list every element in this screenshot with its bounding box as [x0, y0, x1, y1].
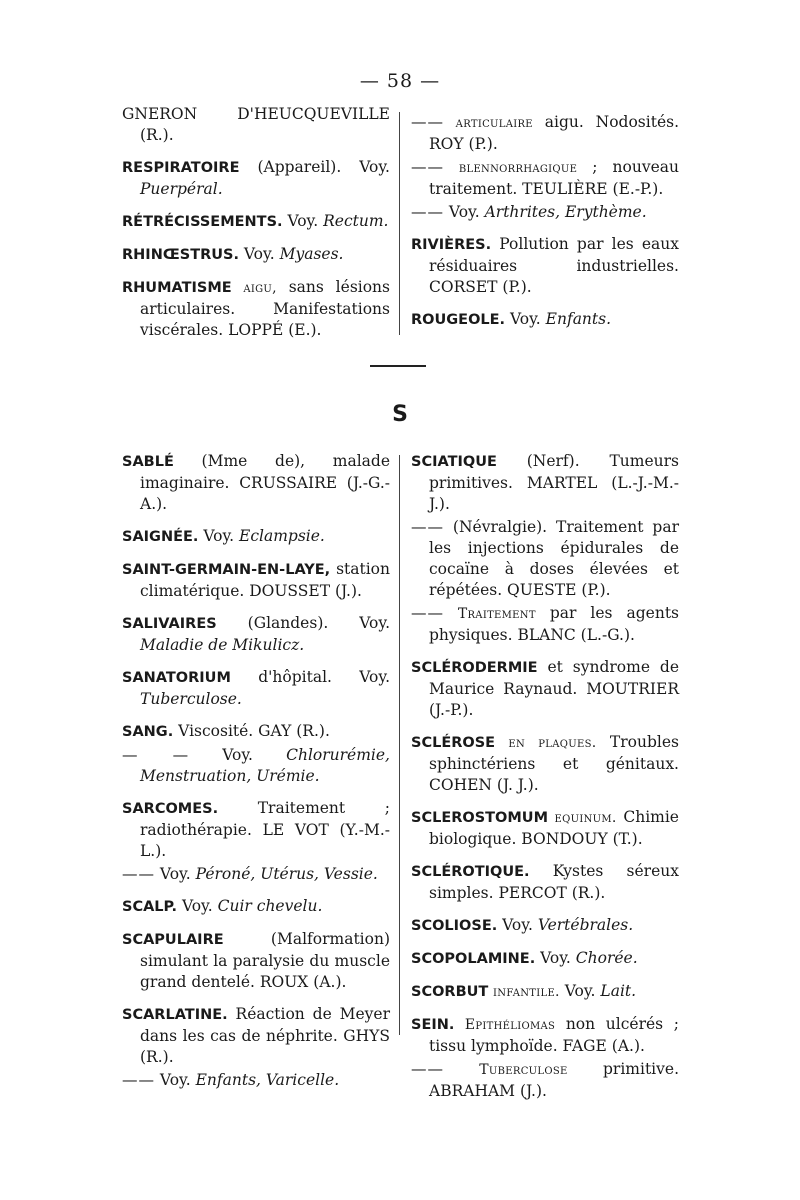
- entry-subheading: Epithéliomas: [454, 1017, 556, 1033]
- entry-heading: SANATORIUM: [122, 670, 231, 686]
- entry-heading: SALIVAIRES: [122, 616, 217, 632]
- entry-dash: ——: [411, 113, 444, 131]
- entry-crossref: Péroné, Utérus, Vessie.: [195, 865, 378, 883]
- entry-text: non ulcérés ; tissu lymphoïde. FAGE (A.).: [429, 1015, 679, 1055]
- index-entry: [122, 104, 390, 146]
- index-entry: [411, 202, 679, 223]
- entry-dash: ——: [411, 1060, 444, 1078]
- entry-crossref: Arthrites, Erythème.: [484, 203, 647, 221]
- index-entry: [411, 732, 679, 796]
- entry-crossref: Myases.: [279, 245, 344, 263]
- index-entry: [411, 807, 679, 850]
- index-entry: [122, 559, 390, 602]
- entry-text: Voy.: [155, 1071, 196, 1089]
- entry-text: Voy.: [155, 865, 196, 883]
- entry-text: Voy.: [198, 527, 240, 545]
- entry-subheading: infantile.: [488, 984, 560, 1000]
- entry-text: sans lésions articulaires. Manifestations viscérales. LOPPÉ (E.).: [140, 278, 390, 339]
- lower-right-column: [411, 451, 679, 1113]
- entry-text: Voy.: [497, 916, 538, 934]
- entry-text: Voy.: [505, 310, 546, 328]
- entry-heading: SANG.: [122, 724, 174, 740]
- entry-heading: SCARLATINE.: [122, 1007, 228, 1023]
- entry-heading: SABLÉ: [122, 454, 174, 470]
- index-entry: [122, 277, 390, 341]
- index-entry: [122, 929, 390, 993]
- entry-crossref: Cuir chevelu.: [217, 897, 323, 915]
- entry-text: Chimie biologique. BONDOUY (T.).: [429, 808, 679, 848]
- entry-crossref: Chlorurémie, Menstruation, Urémie.: [140, 746, 390, 785]
- index-entry: [122, 1004, 390, 1068]
- entry-crossref: Maladie de Mikulicz.: [140, 636, 305, 654]
- entry-heading: SCLEROSTOMUM: [411, 810, 549, 826]
- entry-text: Troubles sphinctériens et génitaux. COHEN (J. J.).: [429, 733, 679, 794]
- entry-text: GNERON D'HEUCQUEVILLE (R.).: [122, 105, 390, 144]
- column-divider: [399, 455, 400, 1035]
- entry-text: Traitement ; radiothérapie. LE VOT (Y.-M.-L.).: [140, 799, 390, 860]
- index-entry: [122, 745, 390, 787]
- entry-text: Voy.: [177, 897, 218, 915]
- entry-heading: SCORBUT: [411, 984, 489, 1000]
- index-entry: [411, 1014, 679, 1057]
- index-entry: [122, 896, 390, 918]
- index-entry: [411, 112, 679, 155]
- entry-text: Viscosité. GAY (R.).: [173, 722, 330, 740]
- index-entry: [411, 451, 679, 515]
- entry-subheading: articulaire: [444, 115, 533, 131]
- index-entry: [122, 157, 390, 200]
- lower-left-column: [122, 451, 390, 1102]
- entry-text: Voy.: [238, 245, 280, 263]
- entry-text: Voy.: [559, 982, 601, 1000]
- entry-dash: — —: [122, 746, 190, 764]
- entry-dash: ——: [411, 604, 444, 622]
- index-entry: [411, 517, 679, 601]
- entry-crossref: Chorée.: [575, 949, 638, 967]
- entry-text: Voy.: [535, 949, 576, 967]
- entry-crossref: Lait.: [600, 982, 637, 1000]
- entry-crossref: Rectum.: [323, 212, 389, 230]
- entry-heading: RHUMATISME: [122, 280, 232, 296]
- index-entry: [411, 948, 679, 970]
- entry-text: (Malformation) simulant la paralysie du muscle grand dentelé. ROUX (A.).: [140, 930, 390, 991]
- index-entry: [122, 798, 390, 862]
- entry-text: Kystes séreux simples. PERCOT (R.).: [429, 862, 679, 902]
- entry-crossref: Puerpéral.: [140, 180, 223, 198]
- entry-text: Voy.: [282, 212, 324, 230]
- entry-text: (Glandes). Voy.: [216, 614, 390, 632]
- section-letter: S: [392, 402, 408, 427]
- entry-text: primitive. ABRAHAM (J.).: [429, 1060, 679, 1100]
- entry-text: Pollution par les eaux résiduaires industrielles. CORSET (P.).: [429, 235, 679, 296]
- entry-heading: SCOPOLAMINE.: [411, 951, 536, 967]
- entry-heading: SARCOMES.: [122, 801, 219, 817]
- entry-dash: ——: [411, 158, 444, 176]
- entry-dash: ——: [122, 865, 155, 883]
- entry-subheading: Traitement: [444, 606, 536, 622]
- entry-text: Voy.: [189, 746, 287, 764]
- entry-subheading: blennorrhagique: [444, 160, 578, 176]
- entry-crossref: Vertébrales.: [537, 916, 634, 934]
- entry-crossref: Enfants, Varicelle.: [195, 1071, 340, 1089]
- entry-heading: ROUGEOLE.: [411, 312, 506, 328]
- index-entry: [122, 864, 390, 885]
- entry-dash: ——: [122, 1071, 155, 1089]
- entry-subheading: Tuberculose: [444, 1062, 568, 1078]
- entry-heading: SAIGNÉE.: [122, 529, 199, 545]
- entry-text: Voy.: [444, 203, 485, 221]
- entry-heading: RIVIÈRES.: [411, 237, 492, 253]
- index-entry: [411, 603, 679, 646]
- index-entry: [122, 451, 390, 515]
- entry-heading: SCAPULAIRE: [122, 932, 224, 948]
- entry-text: (Appareil). Voy.: [239, 158, 390, 176]
- entry-text: et syndrome de Maurice Raynaud. MOUTRIER (J.-P.).: [429, 658, 679, 719]
- index-entry: [122, 667, 390, 710]
- entry-text: station climatérique. DOUSSET (J.).: [140, 560, 390, 600]
- entry-text: (Nerf). Tumeurs primitives. MARTEL (L.-J.-M.-J.).: [429, 452, 679, 513]
- entry-dash: ——: [411, 518, 444, 536]
- entry-text: ; nouveau traitement. TEULIÈRE (E.-P.).: [429, 158, 680, 198]
- index-entry: [411, 309, 679, 331]
- index-entry: [411, 861, 679, 904]
- entry-subheading: equinum.: [548, 810, 617, 826]
- section-rule: [370, 365, 426, 367]
- index-entry: [122, 526, 390, 548]
- entry-text: par les agents physiques. BLANC (L.-G.).: [429, 604, 679, 644]
- index-entry: [411, 1059, 679, 1102]
- index-entry: [411, 234, 679, 298]
- entry-text: Réaction de Meyer dans les cas de néphrite. GHYS (R.).: [140, 1005, 390, 1066]
- entry-heading: RÉTRÉCISSEMENTS.: [122, 214, 283, 230]
- entry-heading: SCIATIQUE: [411, 454, 497, 470]
- entry-heading: SEIN.: [411, 1017, 455, 1033]
- entry-heading: SCLÉROSE: [411, 735, 496, 751]
- column-divider: [399, 112, 400, 335]
- entry-heading: SCLÉRODERMIE: [411, 660, 538, 676]
- entry-subheading: en plaques.: [495, 735, 597, 751]
- upper-left-column: [122, 104, 390, 352]
- index-entry: [122, 244, 390, 266]
- entry-heading: SCALP.: [122, 899, 178, 915]
- index-entry: [411, 981, 679, 1003]
- entry-crossref: Enfants.: [545, 310, 612, 328]
- entry-text: aigu. Nodosités. ROY (P.).: [429, 113, 679, 153]
- entry-dash: ——: [411, 203, 444, 221]
- entry-crossref: Tuberculose.: [140, 690, 242, 708]
- upper-right-column: [411, 112, 679, 342]
- page-number: — 58 —: [359, 70, 441, 92]
- entry-subheading: aigu,: [231, 280, 277, 296]
- index-entry: [122, 721, 390, 743]
- index-entry: [411, 657, 679, 721]
- entry-heading: RHINŒSTRUS.: [122, 247, 239, 263]
- entry-heading: SAINT-GERMAIN-EN-LAYE,: [122, 562, 331, 578]
- entry-crossref: Eclampsie.: [239, 527, 325, 545]
- entry-text: (Mme de), malade imaginaire. CRUSSAIRE (J.-G.-A.).: [140, 452, 390, 513]
- index-entry: [411, 157, 679, 200]
- entry-heading: RESPIRATOIRE: [122, 160, 240, 176]
- index-entry: [122, 1070, 390, 1091]
- index-entry: [122, 613, 390, 656]
- entry-heading: SCOLIOSE.: [411, 918, 498, 934]
- entry-text: d'hôpital. Voy.: [230, 668, 390, 686]
- index-entry: [122, 211, 390, 233]
- entry-heading: SCLÉROTIQUE.: [411, 864, 530, 880]
- index-entry: [411, 915, 679, 937]
- entry-text: (Névralgie). Traitement par les injections épidurales de cocaïne à doses élevées et répétées. QUESTE (P.).: [429, 518, 679, 599]
